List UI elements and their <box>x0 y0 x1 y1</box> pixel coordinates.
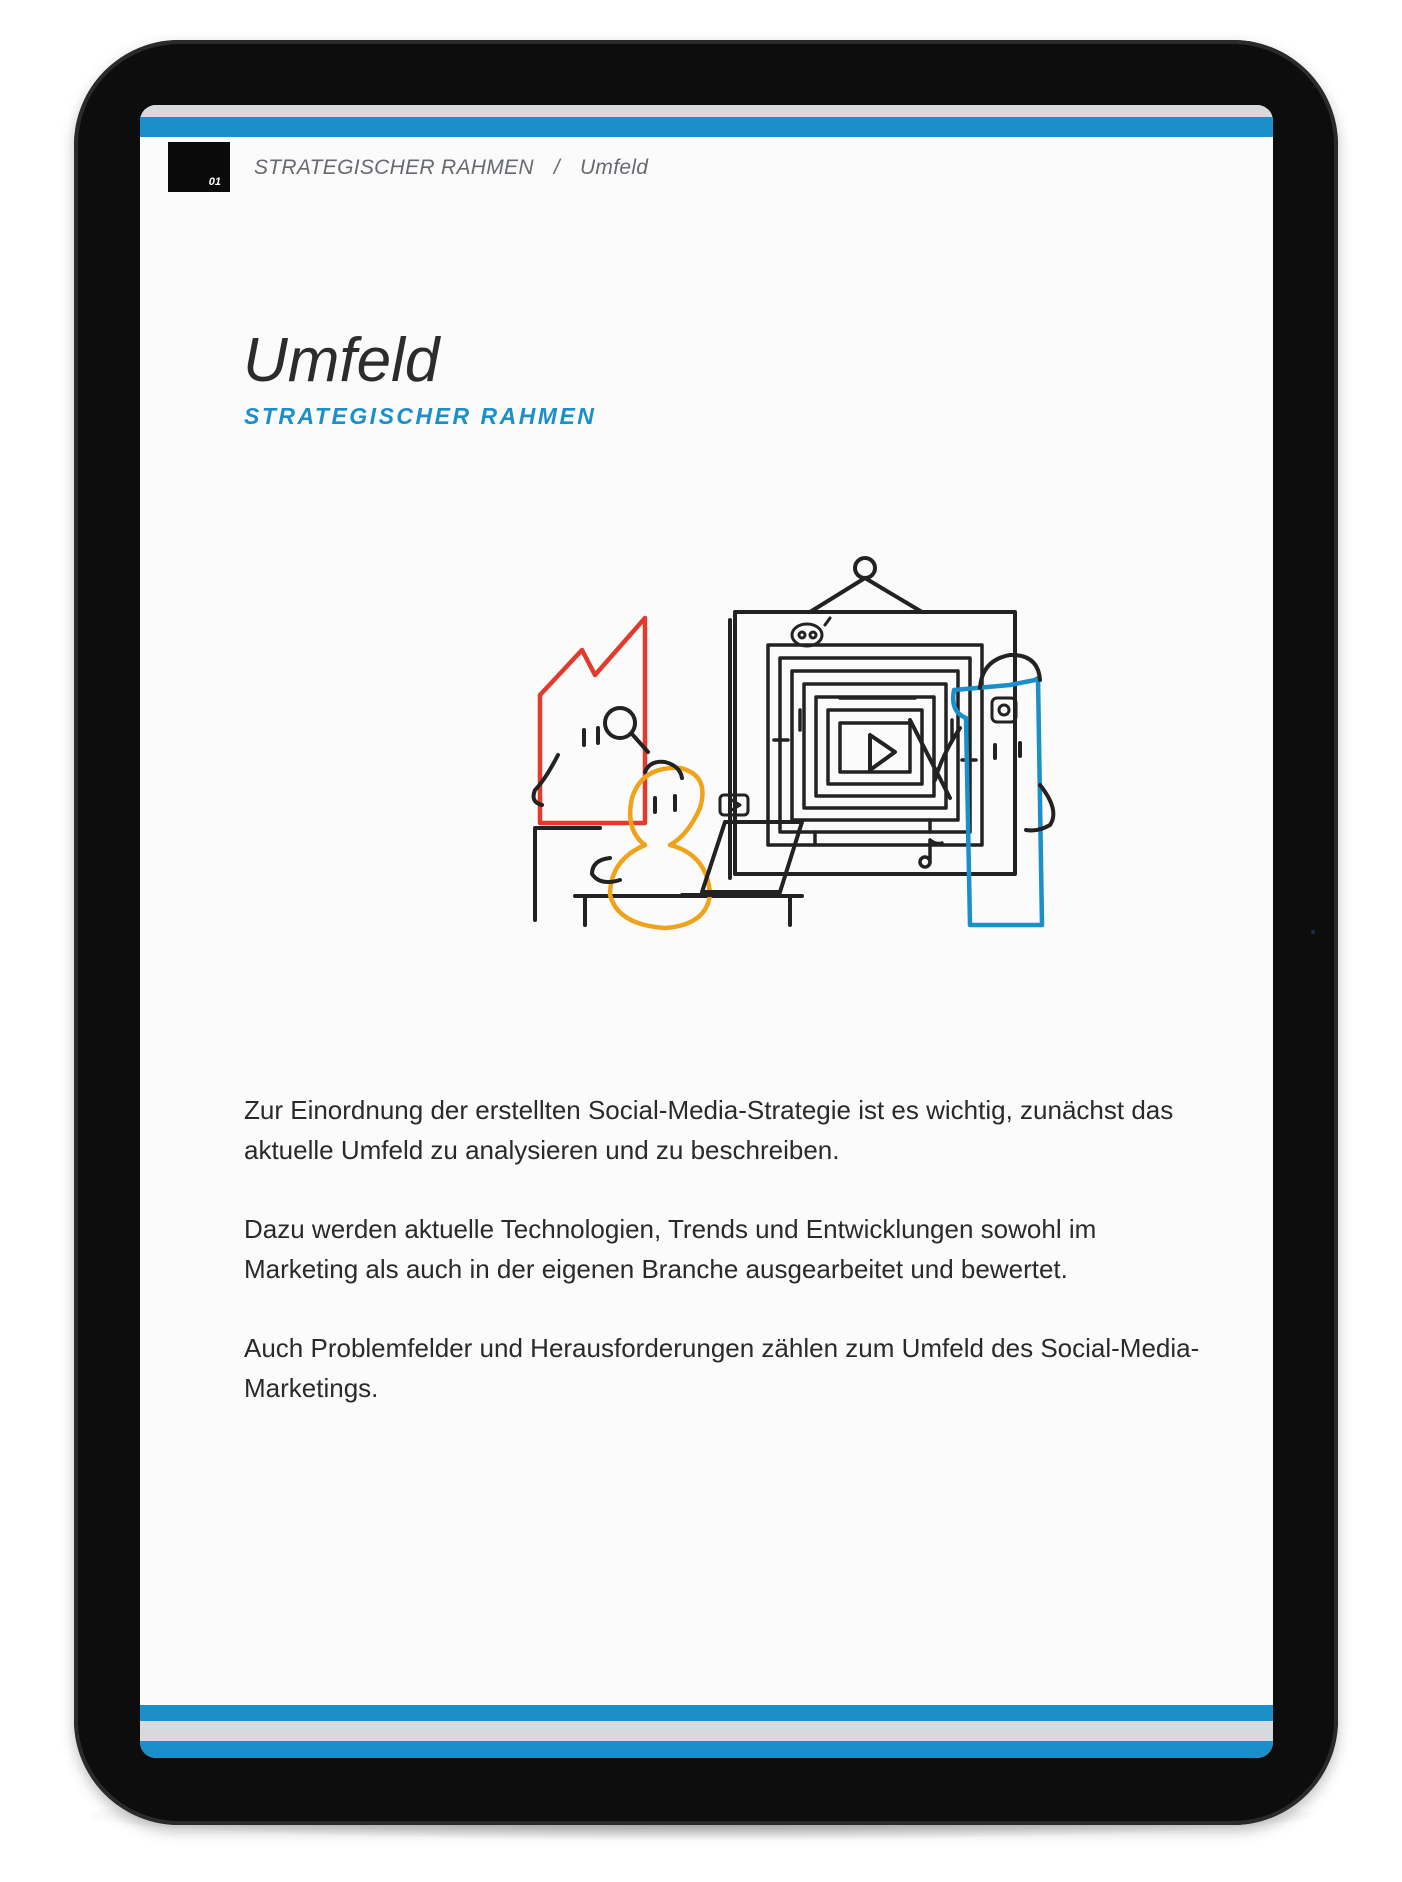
tablet-screen[interactable] <box>140 105 1273 1758</box>
paragraph-3: Auch Problemfelder und Herausforderungen zählen zum Umfeld des Social-Media-Marketings. <box>244 1333 1200 1403</box>
bottom-accent-bar-lower <box>140 1741 1273 1758</box>
bird-icon <box>792 618 830 646</box>
bottom-accent-bar <box>140 1705 1273 1721</box>
red-character <box>540 618 645 823</box>
orange-character <box>610 768 710 928</box>
page-subtitle: STRATEGISCHER RAHMEN <box>244 403 597 429</box>
red-character-face <box>534 728 598 805</box>
bottom-grey-strip <box>140 1721 1273 1741</box>
maze-team-illustration <box>370 540 1070 1000</box>
frame-hook <box>810 558 922 612</box>
tablet-side-dot <box>1311 930 1315 934</box>
body-text <box>244 1090 1204 1447</box>
video-play-icon <box>870 735 895 770</box>
page-title: Umfeld <box>243 326 440 395</box>
maze-frame <box>730 612 1015 878</box>
blue-character <box>953 678 1042 925</box>
breadcrumb <box>254 156 648 180</box>
page-number-tag <box>168 142 230 192</box>
instagram-icon <box>992 698 1016 722</box>
desk <box>535 828 802 925</box>
breadcrumb-separator: / <box>553 156 560 179</box>
paragraph-2: Dazu werden aktuelle Technologien, Trends und Entwicklungen sowohl im Marketing als auch in der eigenen Branche ausgearbeitet und bewertet. <box>244 1214 1097 1284</box>
top-accent-bar <box>140 117 1273 137</box>
magnifier-icon <box>605 708 648 752</box>
top-grey-strip <box>140 105 1273 117</box>
page-number: 01 <box>208 176 221 188</box>
paragraph-1: Zur Einordnung der erstellten Social-Media-Strategie ist es wichtig, zunächst das aktuelle Umfeld zu analysieren und zu beschreiben. <box>244 1095 1174 1165</box>
breadcrumb-page[interactable]: Umfeld <box>579 156 649 179</box>
breadcrumb-section[interactable]: STRATEGISCHER RAHMEN <box>254 156 534 179</box>
